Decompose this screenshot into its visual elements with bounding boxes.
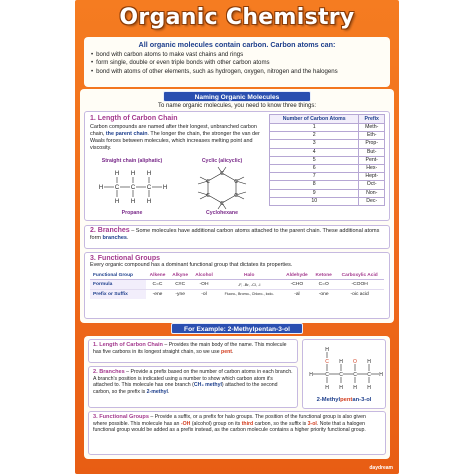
svg-text:O: O — [353, 359, 357, 365]
column-header: Aldehyde — [282, 272, 312, 280]
formula-cell: C≡C — [169, 279, 192, 289]
carbon-count: 6 — [270, 165, 359, 173]
section-functional-groups — [84, 252, 390, 319]
formula-cell: -F, -Br, -Cl, -I — [217, 279, 282, 289]
carbon-count: 2 — [270, 132, 359, 140]
section-functional-groups-heading: 3. Functional Groups — [90, 255, 161, 262]
table-row — [270, 173, 385, 181]
svg-text:H: H — [325, 347, 329, 353]
table-row — [270, 197, 385, 205]
carbon-count: 3 — [270, 140, 359, 148]
svg-text:H: H — [98, 185, 104, 191]
svg-text:C: C — [206, 193, 210, 199]
pent-term: pent — [221, 348, 232, 355]
prefix-table-header: Prefix — [359, 115, 385, 124]
svg-text:C: C — [206, 179, 210, 185]
svg-text:H: H — [146, 171, 152, 177]
prefix: Pent- — [359, 156, 385, 164]
svg-text:C: C — [220, 201, 224, 207]
text-part: . Note that a halogen functional group would be added as a prefix instead, as the carbon molecule contains a higher priority functional group. — [93, 420, 366, 434]
column-header: Ketone — [312, 272, 335, 280]
poster-title: Organic Chemistry — [119, 5, 355, 30]
table-row — [90, 272, 384, 280]
example-functional-groups — [88, 411, 386, 455]
example-functional-groups-heading: 3. Functional Groups — [93, 414, 149, 420]
svg-text:H: H — [367, 359, 371, 365]
carbon-count: 8 — [270, 181, 359, 189]
section-chain-length-heading: 1. Length of Carbon Chain — [90, 115, 178, 122]
cyclohexane-structure — [189, 165, 255, 211]
text-part: – Some molecules have additional carbon atoms attached to the parent chain. These additional atoms form — [90, 228, 380, 241]
text-part: pent — [340, 397, 353, 403]
table-row — [270, 124, 385, 132]
formula-cell: C=O — [312, 279, 335, 289]
carbon-count: 7 — [270, 173, 359, 181]
formula-cell: -OH — [192, 279, 217, 289]
section-functional-groups-intro: Every organic compound has a dominant functional group that dictates its properties. — [90, 262, 293, 268]
example-branches — [88, 366, 298, 408]
intro-heading: All organic molecules contain carbon. Carbon atoms can: — [138, 40, 336, 49]
prefix: Non- — [359, 189, 385, 197]
section-chain-length-text — [90, 124, 260, 152]
table-row — [90, 279, 384, 289]
section-branches — [84, 225, 390, 249]
row-label: Prefix or Suffix — [90, 289, 146, 299]
table-row — [270, 140, 385, 148]
example-chain-length-heading: 1. Length of Carbon Chain — [93, 342, 163, 348]
intro-bullet: • bond with atoms of other elements, such as hydrogen, oxygen, nitrogen and the halogens — [91, 68, 383, 76]
prefix: Oct- — [359, 181, 385, 189]
suffix-cell: -yne — [169, 289, 192, 299]
formula-cell: -COOH — [335, 279, 384, 289]
prefix: Eth- — [359, 132, 385, 140]
column-header: Carboxylic Acid — [335, 272, 384, 280]
cyclohexane-label: Cyclohexane — [205, 210, 238, 216]
text-part: – Provides the main body of the name. This molecule has five carbons in its longest straight chain, so we use — [93, 342, 287, 355]
oh-term: -OH — [180, 420, 191, 427]
svg-text:C: C — [234, 179, 238, 185]
svg-text:H: H — [353, 385, 357, 391]
svg-text:C: C — [220, 171, 224, 177]
example-chain-length — [88, 339, 298, 363]
svg-text:C: C — [146, 185, 152, 191]
row-label: Formula — [90, 279, 146, 289]
table-row — [270, 181, 385, 189]
text-part: an-3-ol — [352, 397, 372, 403]
suffix-cell: Fluoro-, Bromo-, Chloro-, Iodo- — [217, 289, 282, 299]
text-part: carbon, so the suffix is — [253, 420, 308, 427]
methyl-term: CH₃ methyl — [193, 382, 222, 389]
text-part: 2-Methyl — [316, 397, 341, 403]
text-part: Carbon compounds are named after their longest, unbranched carbon chain, — [90, 124, 257, 137]
example-branches-text — [93, 369, 293, 395]
brand-logo: daydream — [369, 465, 393, 471]
carbon-count: 5 — [270, 156, 359, 164]
intro-bullet: • bond with carbon atoms to make vast chains and rings — [91, 51, 383, 59]
straight-chain-title: Straight chain (aliphatic) — [101, 158, 163, 164]
example-branches-heading: 2. Branches — [93, 369, 125, 375]
prefix-table-header: Number of Carbon Atoms — [270, 115, 359, 124]
svg-text:C: C — [353, 372, 357, 378]
example-chain-length-text — [93, 342, 293, 355]
column-header: Functional Group — [90, 272, 146, 280]
svg-text:H: H — [114, 171, 120, 177]
table-row — [270, 189, 385, 197]
example-functional-groups-text — [93, 414, 381, 434]
2-methyl-term: 2-methyl — [146, 388, 168, 395]
svg-text:C: C — [325, 359, 329, 365]
intro-bullet: • form single, double or even triple bonds with other carbon atoms — [91, 59, 383, 67]
3-ol-term: 3-ol — [307, 420, 317, 427]
example-banner: For Example: 2-Methylpentan-3-ol — [171, 323, 303, 334]
carbon-count: 10 — [270, 197, 359, 205]
formula-cell: C=C — [146, 279, 169, 289]
functional-group-table — [90, 272, 384, 299]
carbon-count: 4 — [270, 148, 359, 156]
section-branches-text — [90, 228, 384, 242]
suffix-cell: -one — [312, 289, 335, 299]
table-row — [270, 132, 385, 140]
svg-text:H: H — [162, 185, 168, 191]
section-chain-length — [84, 111, 390, 221]
svg-text:H: H — [325, 385, 329, 391]
svg-text:H: H — [146, 199, 152, 205]
svg-text:H: H — [367, 385, 371, 391]
svg-text:C: C — [114, 185, 120, 191]
column-header: Alkyne — [169, 272, 192, 280]
svg-text:C: C — [325, 372, 329, 378]
svg-text:H: H — [379, 372, 383, 378]
naming-lead: To name organic molecules, you need to know three things: — [157, 103, 317, 109]
table-row — [270, 156, 385, 164]
table-row — [90, 289, 384, 299]
column-header: Alcohol — [192, 272, 217, 280]
svg-text:H: H — [114, 199, 120, 205]
svg-text:H: H — [339, 359, 343, 365]
propane-label: Propane — [121, 210, 143, 216]
text-part: . — [127, 234, 129, 241]
svg-text:H: H — [339, 385, 343, 391]
text-part: . — [167, 388, 170, 395]
svg-text:H: H — [309, 372, 313, 378]
naming-banner: Naming Organic Molecules — [163, 91, 311, 102]
poster — [75, 0, 399, 474]
table-row — [270, 165, 385, 173]
prefix: Dec- — [359, 197, 385, 205]
svg-text:C: C — [234, 193, 238, 199]
example-panel — [84, 336, 390, 459]
intro-box — [84, 37, 390, 87]
text-part: ) attached to the second carbon, so the prefix is — [93, 382, 278, 395]
prefix: Prop- — [359, 140, 385, 148]
branches-term: branches — [102, 234, 127, 241]
formula-cell: -CHO — [282, 279, 312, 289]
svg-text:H: H — [130, 171, 136, 177]
text-part: – Provide a suffix, or a prefix for halo groups. The position of the functional group is also given where possible. This molecule has an — [93, 414, 366, 427]
svg-text:H: H — [130, 199, 136, 205]
suffix-cell: -ene — [146, 289, 169, 299]
svg-text:C: C — [367, 372, 371, 378]
text-part: (alcohol) group on its — [190, 420, 242, 427]
svg-text:C: C — [339, 372, 343, 378]
example-molecule — [302, 339, 386, 409]
table-row — [270, 148, 385, 156]
prefix: But- — [359, 148, 385, 156]
section-branches-heading: 2. Branches — [90, 227, 130, 234]
propane-structure — [93, 167, 173, 207]
parent-chain-term: the parent chain — [105, 130, 148, 137]
column-header: Alkene — [146, 272, 169, 280]
methylpentanol-structure — [305, 344, 385, 396]
prefix: Hex- — [359, 165, 385, 173]
cyclic-title: Cyclic (alicyclic) — [201, 158, 243, 164]
text-part: – Provide a prefix based on the number of carbon atoms in each branch. A branch's position is indicated using a number to show which carbon atom it's attached to. This molecule has one branch ( — [93, 369, 293, 389]
suffix-cell: -oic acid — [335, 289, 384, 299]
prefix: Meth- — [359, 124, 385, 132]
carbon-count: 9 — [270, 189, 359, 197]
suffix-cell: -ol — [192, 289, 217, 299]
text-part: . — [231, 348, 234, 355]
third-term: third — [241, 420, 254, 427]
svg-text:C: C — [130, 185, 136, 191]
prefix: Hept- — [359, 173, 385, 181]
column-header: Halo — [217, 272, 282, 280]
prefix-table — [269, 114, 385, 206]
carbon-count: 1 — [270, 124, 359, 132]
example-molecule-name — [303, 397, 385, 403]
text-part: . The longer the chain, the stronger the van der Waals forces between molecules, which increases melting point and viscosity. — [90, 130, 260, 151]
suffix-cell: -al — [282, 289, 312, 299]
